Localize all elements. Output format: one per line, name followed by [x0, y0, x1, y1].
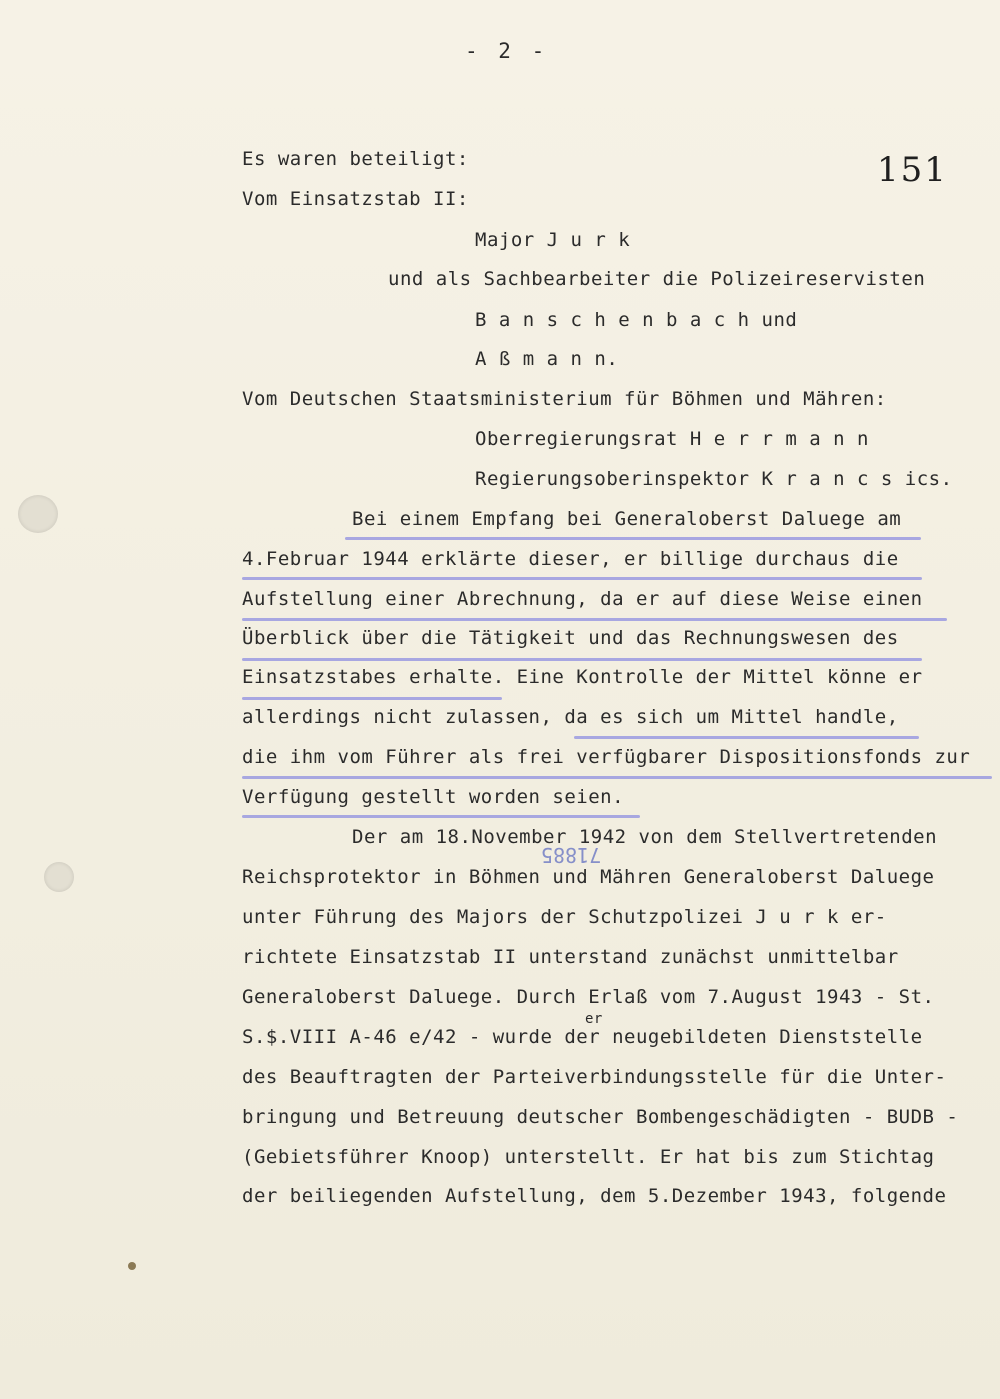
- page-number: - 2 -: [465, 39, 549, 63]
- text-line: Oberregierungsrat H e r r m a n n: [475, 428, 869, 450]
- underline: [242, 776, 992, 779]
- text-line: Verfügung gestellt worden seien.: [242, 786, 625, 808]
- text-line: Einsatzstabes erhalte. Eine Kontrolle der Mittel könne er: [242, 666, 923, 688]
- insertion-mark: er: [585, 1011, 603, 1027]
- underline: [242, 658, 922, 661]
- text-line: richtete Einsatzstab II unterstand zunächst unmittelbar: [242, 946, 899, 968]
- text-line: A ß m a n n.: [475, 348, 619, 370]
- underline: [345, 537, 921, 540]
- text-line: Es waren beteiligt:: [242, 148, 469, 170]
- text-line: Major J u r k: [475, 229, 631, 251]
- text-line: Regierungsoberinspektor K r a n c s ics.: [475, 468, 953, 490]
- text-line: der beiliegenden Aufstellung, dem 5.Dezember 1943, folgende: [242, 1185, 947, 1207]
- text-line: 4.Februar 1944 erklärte dieser, er billige durchaus die: [242, 548, 899, 570]
- text-line: unter Führung des Majors der Schutzpolizei J u r k er-: [242, 906, 887, 928]
- text-line: und als Sachbearbeiter die Polizeireservisten: [388, 268, 926, 290]
- text-line: bringung und Betreuung deutscher Bombengeschädigten - BUDB -: [242, 1106, 959, 1128]
- text-line: S.$.VIII A-46 e/42 - wurde der neugebildeten Dienststelle: [242, 1026, 923, 1048]
- underline: [242, 618, 947, 621]
- text-line: (Gebietsführer Knoop) unterstellt. Er hat bis zum Stichtag: [242, 1146, 935, 1168]
- text-line: Aufstellung einer Abrechnung, da er auf diese Weise einen: [242, 588, 923, 610]
- text-line: die ihm vom Führer als frei verfügbarer Dispositionsfonds zur: [242, 746, 971, 768]
- underline: [242, 577, 922, 580]
- stamp-number: 71885: [541, 843, 602, 867]
- underline: [242, 697, 502, 700]
- underline: [242, 815, 640, 818]
- text-line: allerdings nicht zulassen, da es sich um Mittel handle,: [242, 706, 899, 728]
- archive-number: 151: [877, 150, 948, 190]
- text-line: B a n s c h e n b a c h und: [475, 309, 798, 331]
- text-line: Vom Deutschen Staatsministerium für Böhmen und Mähren:: [242, 388, 887, 410]
- text-line: Bei einem Empfang bei Generaloberst Daluege am: [352, 508, 902, 530]
- paper-spot: [128, 1262, 136, 1270]
- text-line: Vom Einsatzstab II:: [242, 188, 469, 210]
- text-line: Generaloberst Daluege. Durch Erlaß vom 7.August 1943 - St.: [242, 986, 935, 1008]
- punch-hole: [18, 495, 58, 533]
- punch-hole: [44, 862, 74, 892]
- text-line: Reichsprotektor in Böhmen und Mähren Generaloberst Daluege: [242, 866, 935, 888]
- text-line: Überblick über die Tätigkeit und das Rechnungswesen des: [242, 627, 899, 649]
- text-line: des Beauftragten der Parteiverbindungsstelle für die Unter-: [242, 1066, 947, 1088]
- text-line: Der am 18.November 1942 von dem Stellvertretenden: [352, 826, 938, 848]
- underline: [574, 736, 919, 739]
